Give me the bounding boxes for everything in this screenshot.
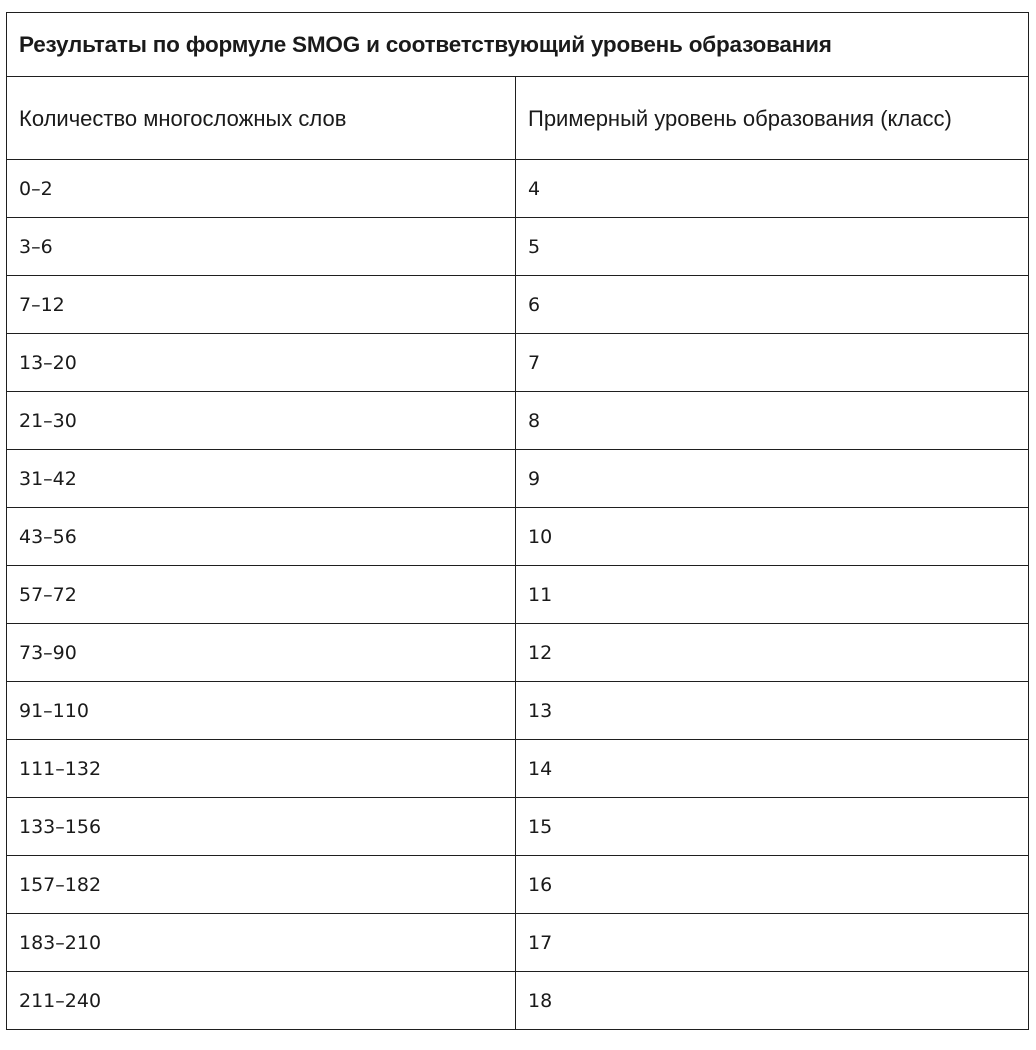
table-cell-words: 133–156	[7, 798, 516, 856]
table-cell-grade: 11	[516, 566, 1029, 624]
table-cell-words: 211–240	[7, 972, 516, 1030]
column-header-grade: Примерный уровень образования (класс)	[516, 77, 1029, 160]
smog-table-container	[6, 12, 1028, 1030]
table-row	[7, 450, 1029, 508]
table-cell-grade: 16	[516, 856, 1029, 914]
table-cell-words: 31–42	[7, 450, 516, 508]
table-cell-grade: 5	[516, 218, 1029, 276]
table-row	[7, 856, 1029, 914]
table-row	[7, 682, 1029, 740]
table-row	[7, 624, 1029, 682]
table-title: Результаты по формуле SMOG и соответствующий уровень образования	[7, 13, 1029, 77]
table-cell-words: 0–2	[7, 160, 516, 218]
table-cell-words: 157–182	[7, 856, 516, 914]
column-header-syllables: Количество многосложных слов	[7, 77, 516, 160]
table-title-row	[7, 13, 1029, 77]
table-cell-words: 7–12	[7, 276, 516, 334]
table-row	[7, 740, 1029, 798]
smog-table	[6, 12, 1029, 1030]
table-row	[7, 972, 1029, 1030]
table-row	[7, 508, 1029, 566]
table-cell-words: 43–56	[7, 508, 516, 566]
table-row	[7, 160, 1029, 218]
table-row	[7, 914, 1029, 972]
table-cell-grade: 12	[516, 624, 1029, 682]
table-cell-grade: 18	[516, 972, 1029, 1030]
table-cell-words: 111–132	[7, 740, 516, 798]
table-cell-grade: 15	[516, 798, 1029, 856]
table-cell-grade: 10	[516, 508, 1029, 566]
table-cell-grade: 6	[516, 276, 1029, 334]
table-cell-words: 13–20	[7, 334, 516, 392]
table-cell-words: 183–210	[7, 914, 516, 972]
table-row	[7, 276, 1029, 334]
table-row	[7, 392, 1029, 450]
table-cell-grade: 13	[516, 682, 1029, 740]
table-cell-words: 73–90	[7, 624, 516, 682]
table-cell-words: 57–72	[7, 566, 516, 624]
table-cell-words: 91–110	[7, 682, 516, 740]
table-row	[7, 566, 1029, 624]
table-row	[7, 798, 1029, 856]
table-cell-grade: 9	[516, 450, 1029, 508]
table-header-row	[7, 77, 1029, 160]
table-cell-words: 3–6	[7, 218, 516, 276]
table-cell-grade: 8	[516, 392, 1029, 450]
table-cell-grade: 17	[516, 914, 1029, 972]
table-cell-grade: 7	[516, 334, 1029, 392]
table-cell-words: 21–30	[7, 392, 516, 450]
table-row	[7, 218, 1029, 276]
table-cell-grade: 14	[516, 740, 1029, 798]
table-cell-grade: 4	[516, 160, 1029, 218]
table-row	[7, 334, 1029, 392]
